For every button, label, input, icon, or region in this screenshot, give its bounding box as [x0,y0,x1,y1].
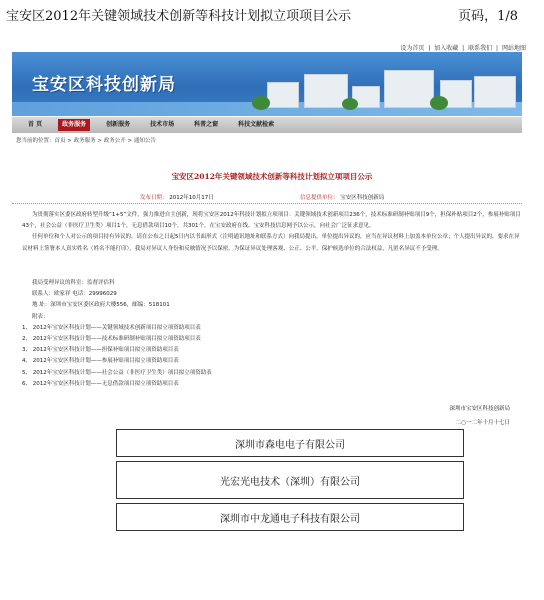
contact-line: 地 址：深圳市宝安区委区政府大楼556，邮编：518101 [32,302,170,309]
top-links [398,43,526,52]
attachments-label: 附表： [32,313,49,320]
banner-building [267,82,299,108]
breadcrumb: 您当前的位置：首页 > 政务服务 > 政务公开 > 通知公告 [16,138,156,144]
article-body [22,210,522,255]
attachment-link[interactable]: 5、 2012年宝安区科技计划——社会公益（非医疗卫生类）项目拟立项资助表 [22,369,212,376]
publish-date-label: 发布日期： [140,195,168,201]
article-title: 宝安区2012年关键领域技术创新等科技计划拟立项项目公示 [171,172,373,181]
attachment-link[interactable]: 4、 2012年宝安区科技计划——参展补贴项目拟立项资助项目表 [22,358,179,365]
banner-tree [342,98,358,110]
nav-item-government-services[interactable]: 政务服务 [58,119,90,131]
separator: | [462,45,465,52]
attachment-link[interactable]: 6、 2012年宝安区科技计划——无息借款项目拟立项资助项目表 [22,380,179,387]
publish-date-value: 2012年10月17日 [169,195,214,201]
info-source-value: 宝安区科技创新局 [340,195,385,201]
nav-item-home[interactable]: 首 页 [28,121,43,128]
nav-item-innovation-services[interactable]: 创新服务 [106,121,131,128]
article-paragraph: 为贯彻落实区委区政府转型升级“1+5”文件，强力推进自主创新，现将宝安区2012年科技计划拟立项项目：关键领域技术创新项目236个，技术标准研制补贴项目9个，担保补贴项目2个，参展补贴项目43个，社会公益（非医疗卫生类）项目1个，无息借款项目10个，共301个，在宝安政府在线、宝安科技信息网予以公示，向社会广泛征求意见。 [22,212,521,230]
article-paragraph: 任何单位和个人对公示的项目持有异议的，请在公布之日起5日内以书面形式（注明通讯地址和联系方式）向我局提出。单位提出异议的，应当在异议材料上加盖本单位公章；个人提出异议的，要求在异议材料上签署本人真实姓名（姓名不能打印），我局对异议人身份和反映情况予以保密。为保证异议处理客观、公正、公平，保护候选单位的合法权益，凡匿名异议不予受理。 [22,234,520,252]
sitemap-link[interactable]: 网站地图 [501,45,526,52]
attachment-link[interactable]: 2、 2012年宝安区科技计划——技术标准研制补贴项目拟立项资助项目表 [22,336,201,343]
company-name: 深圳市中龙通电子科技有限公司 [220,513,360,525]
add-favorite-link[interactable]: 加入收藏 [434,45,459,52]
contact-us-link[interactable]: 联系我们 [468,45,493,52]
signature-date: 二○一二年十月十七日 [455,420,510,426]
divider [12,203,522,204]
info-source-label: 信息提供单位： [300,195,339,201]
set-homepage-link[interactable]: 设为首页 [400,45,425,52]
info-source [300,193,384,201]
header-title: 宝安区2012年关键领域技术创新等科技计划拟立项项目公示 [6,9,352,24]
attachment-link[interactable]: 1、 2012年宝安区科技计划——关键领域技术创新项目拟立项资助项目表 [22,324,201,331]
banner-building [474,76,516,108]
site-logo[interactable]: 宝安区科技创新局 [32,75,176,95]
banner-building [384,70,434,108]
nav-item-literature-search[interactable]: 科技文献检索 [238,121,275,128]
separator: | [496,45,499,52]
company-box [116,429,464,457]
attachment-link[interactable]: 3、 2012年宝安区科技计划——担保补贴项目拟立项资助项目表 [22,347,179,354]
nav-item-science-window[interactable]: 科普之窗 [194,121,219,128]
company-name: 光宏光电技术（深圳）有限公司 [220,476,360,488]
contact-line: 我局受理异议的科室：监督评估科 [32,280,115,286]
nav-item-tech-market[interactable]: 技术市场 [150,121,175,128]
page-number: 页码，1/8 [458,9,518,24]
publish-date [140,193,214,201]
main-nav [12,117,522,133]
banner-tree [430,96,448,110]
company-name: 深圳市森电电子有限公司 [235,439,345,451]
signature-org: 深圳市宝安区科技创新局 [449,406,510,412]
company-box [116,461,464,499]
contact-info [22,278,522,390]
banner-tree [252,96,270,110]
contact-line: 联系人：欧家祥 电话：29996029 [32,291,117,298]
separator: | [428,45,431,52]
site-banner [12,52,522,116]
company-box [116,503,464,531]
